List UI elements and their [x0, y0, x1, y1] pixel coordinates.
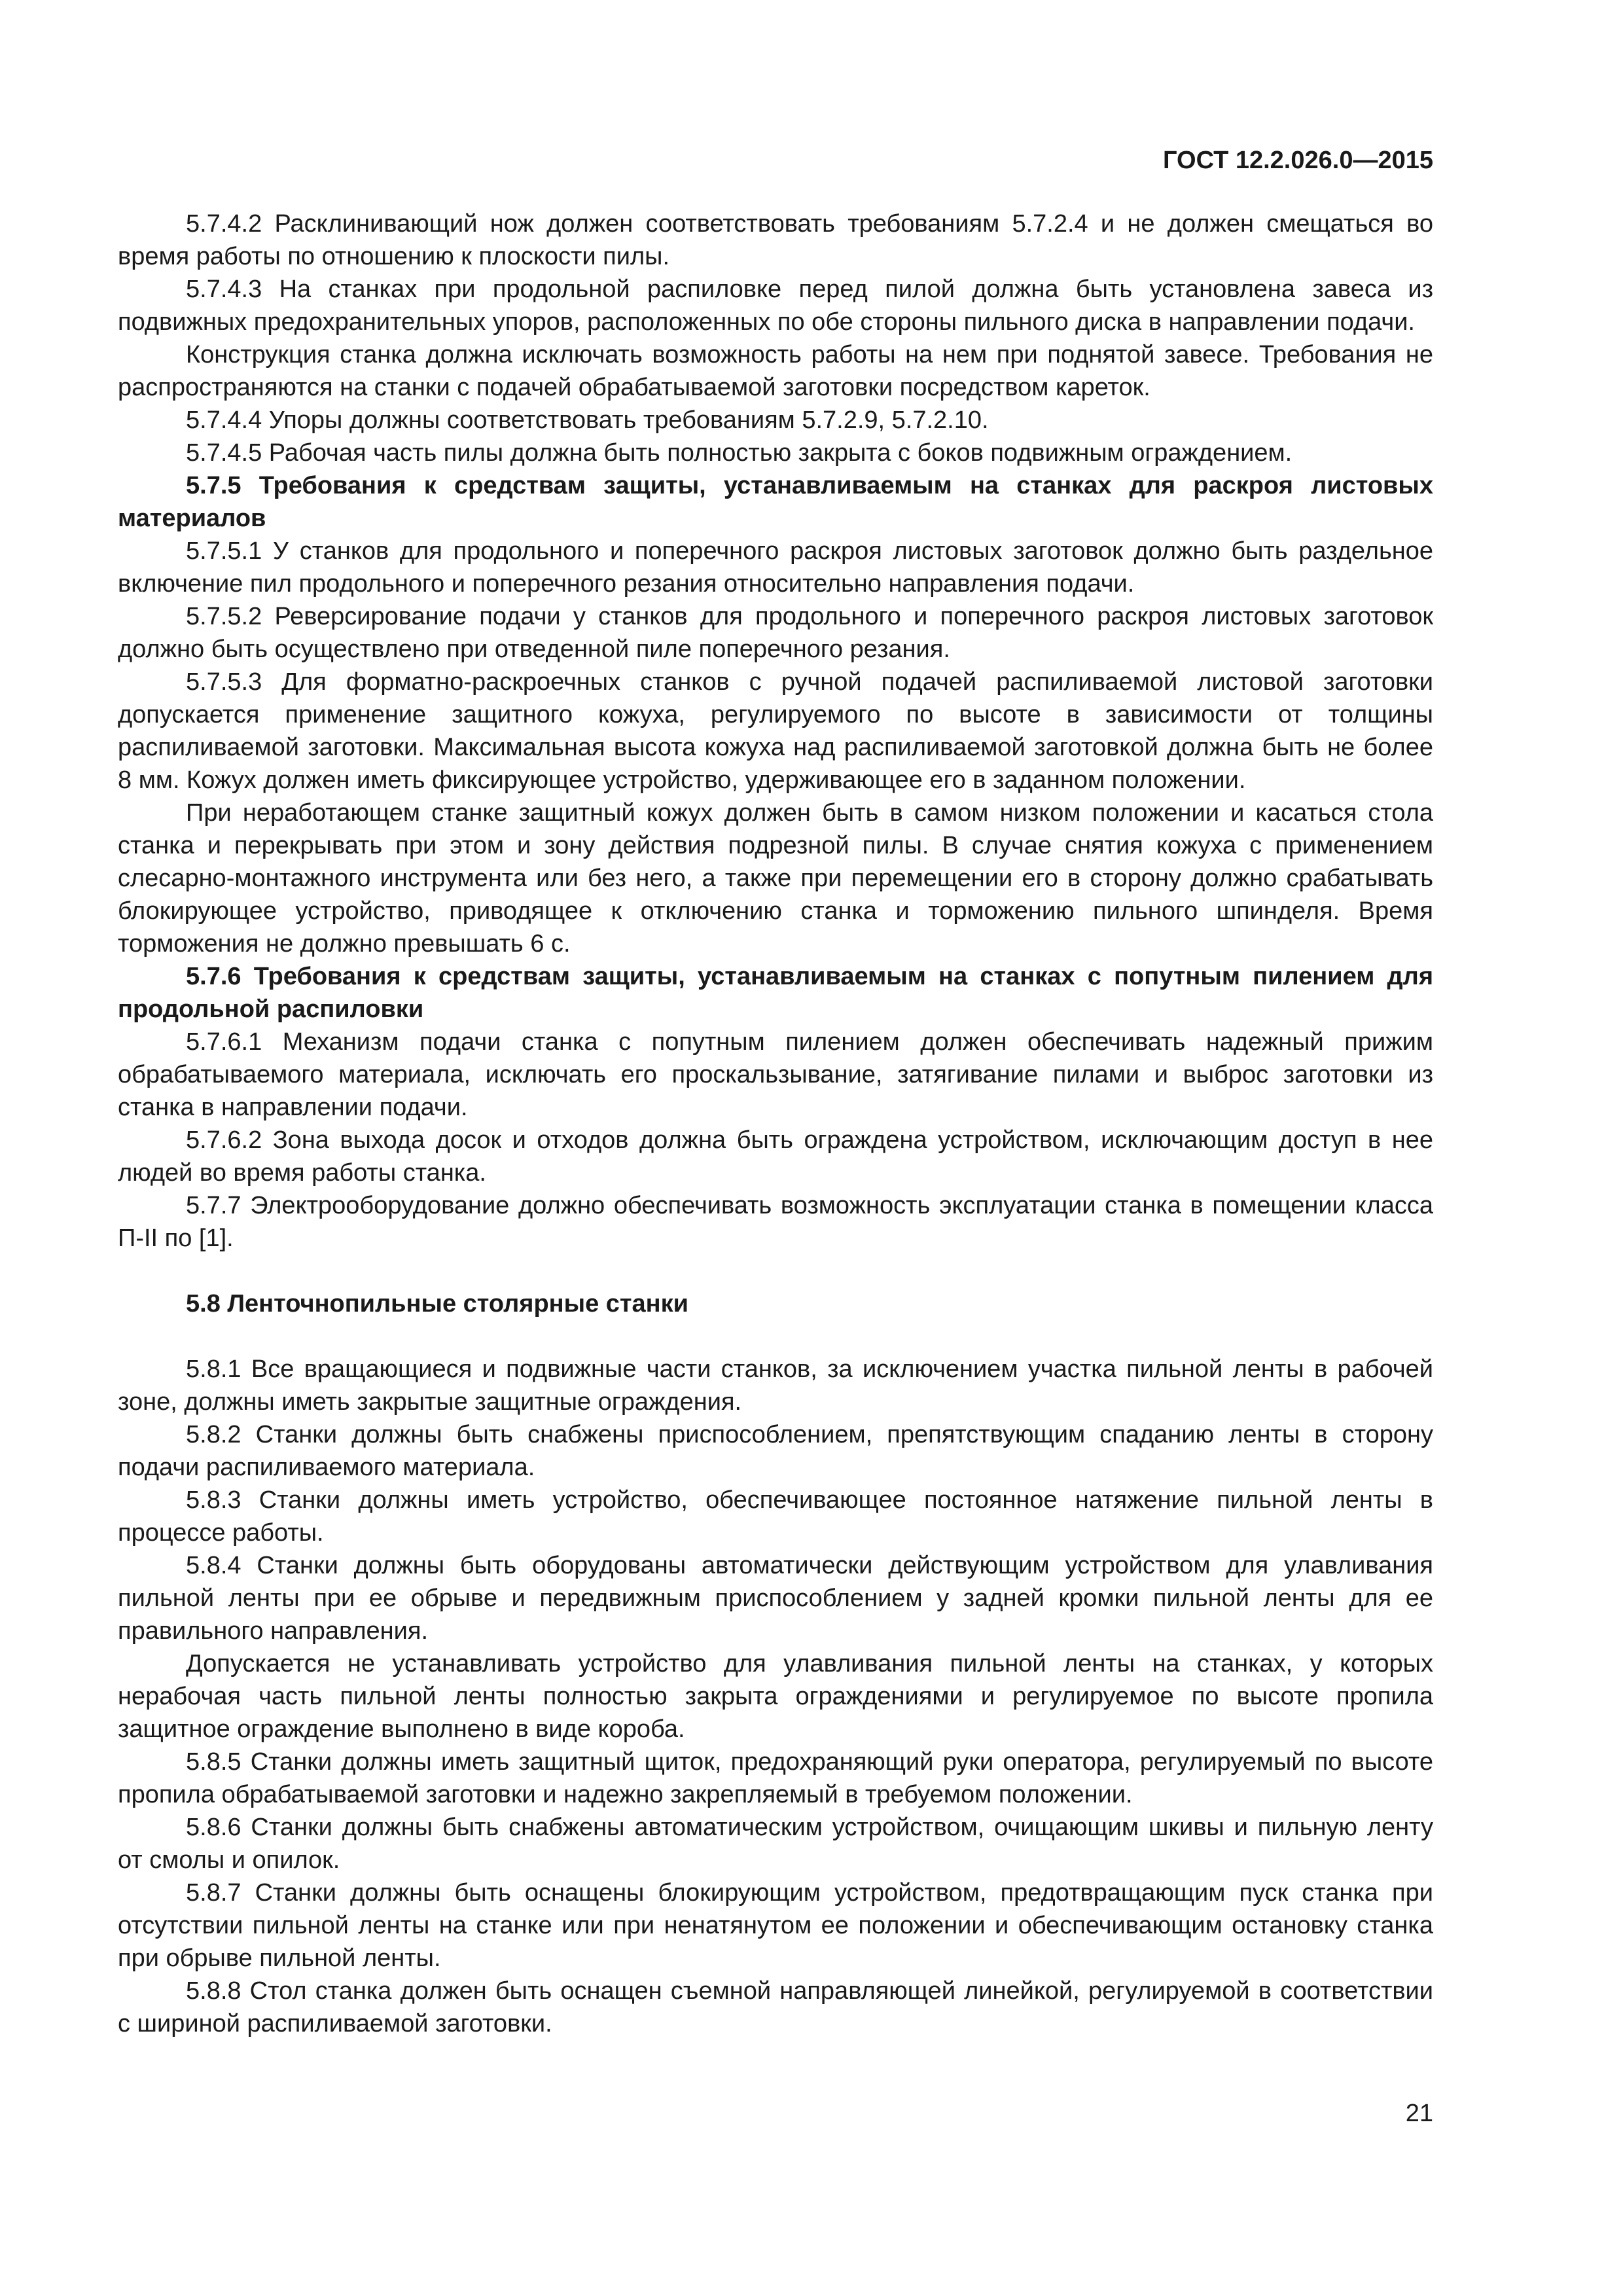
paragraph-5-7-5-2: 5.7.5.2 Реверсирование подачи у станков для продольного и поперечного раскроя листовых заготовок должно быть осуществлено при отведенной пиле поперечного резания. [118, 603, 1433, 663]
document-header: ГОСТ 12.2.026.0—2015 [1162, 147, 1433, 174]
paragraph-5-7-4-2: 5.7.4.2 Расклинивающий нож должен соответствовать требованиям 5.7.2.4 и не должен смещаться во время работы по отношению к плоскости пилы. [118, 210, 1433, 270]
heading-5-7-5: 5.7.5 Требования к средствам защиты, устанавливаемым на станках для раскроя листовых материалов [118, 472, 1433, 532]
paragraph-5-8-6: 5.8.6 Станки должны быть снабжены автоматическим устройством, очищающим шкивы и пильную ленту от смолы и опилок. [118, 1814, 1433, 1874]
paragraph-5-7-5-3: 5.7.5.3 Для форматно-раскроечных станков с ручной подачей распиливаемой листовой заготовки допускается применение защитного кожуха, регулируемого по высоте в зависимости от толщины распиливаемой заготовки. Максимальная высота кожуха над распиливаемой заготовкой должна быть не более 8 мм. Кожух должен иметь фиксирующее устройство, удерживающее его в заданном положении. [118, 668, 1433, 794]
paragraph-5-8-7: 5.8.7 Станки должны быть оснащены блокирующим устройством, предотвращающим пуск станка при отсутствии пильной ленты на станке или при ненатянутом ее положении и обеспечивающим остановку станка при обрыве пильной ленты. [118, 1879, 1433, 1972]
paragraph-5-8-2: 5.8.2 Станки должны быть снабжены приспособлением, препятствующим спаданию ленты в сторону подачи распиливаемого материала. [118, 1421, 1433, 1481]
paragraph-5-7-4-3: 5.7.4.3 На станках при продольной распиловке перед пилой должна быть установлена завеса из подвижных предохранительных упоров, расположенных по обе стороны пильного диска в направлении подачи. [118, 276, 1433, 336]
paragraph-5-8-3: 5.8.3 Станки должны иметь устройство, обеспечивающее постоянное натяжение пильной ленты в процессе работы. [118, 1486, 1433, 1547]
paragraph-5-8-4-note: Допускается не устанавливать устройство для улавливания пильной ленты на станках, у которых нерабочая часть пильной ленты полностью закрыта ограждениями и регулируемое по высоте пропила защитное ограждение выполнено в виде короба. [118, 1650, 1433, 1743]
paragraph-5-8-5: 5.8.5 Станки должны иметь защитный щиток, предохраняющий руки оператора, регулируемый по высоте пропила обрабатываемой заготовки и надежно закрепляемый в требуемом положении. [118, 1748, 1433, 1808]
paragraph-5-8-8: 5.8.8 Стол станка должен быть оснащен съемной направляющей линейкой, регулируемой в соответствии с шириной распиливаемой заготовки. [118, 1977, 1433, 2037]
document-page [118, 144, 1433, 2173]
paragraph-5-7-4-3-note: Конструкция станка должна исключать возможность работы на нем при поднятой завесе. Требования не распространяются на станки с подачей обрабатываемой заготовки посредством кареток. [118, 341, 1433, 401]
page-number: 21 [1405, 2100, 1433, 2127]
paragraph-5-7-5-1: 5.7.5.1 У станков для продольного и поперечного раскроя листовых заготовок должно быть раздельное включение пил продольного и поперечного резания относительно направления подачи. [118, 537, 1433, 598]
paragraph-5-8-1: 5.8.1 Все вращающиеся и подвижные части станков, за исключением участка пильной ленты в рабочей зоне, должны иметь закрытые защитные ограждения. [118, 1355, 1433, 1416]
section-title-5-8: 5.8 Ленточнопильные столярные станки [186, 1290, 688, 1318]
paragraph-5-7-6-1: 5.7.6.1 Механизм подачи станка с попутным пилением должен обеспечивать надежный прижим обрабатываемого материала, исключать его проскальзывание, затягивание пилами и выброс заготовки из станка в направлении подачи. [118, 1028, 1433, 1121]
heading-5-7-6: 5.7.6 Требования к средствам защиты, устанавливаемым на станках с попутным пилением для продольной распиловки [118, 963, 1433, 1023]
paragraph-5-7-7: 5.7.7 Электрооборудование должно обеспечивать возможность эксплуатации станка в помещении класса П-II по [1]. [118, 1192, 1433, 1252]
paragraph-5-7-4-5: 5.7.4.5 Рабочая часть пилы должна быть полностью закрыта с боков подвижным ограждением. [186, 439, 1293, 467]
paragraph-5-7-4-4: 5.7.4.4 Упоры должны соответствовать требованиям 5.7.2.9, 5.7.2.10. [186, 406, 989, 434]
paragraph-5-7-6-2: 5.7.6.2 Зона выхода досок и отходов должна быть ограждена устройством, исключающим доступ в нее людей во время работы станка. [118, 1126, 1433, 1187]
paragraph-5-7-5-3-note: При неработающем станке защитный кожух должен быть в самом низком положении и касаться стола станка и перекрывать при этом и зону действия подрезной пилы. В случае снятия кожуха с применением слесарно-монтажного инструмента или без него, а также при перемещении его в сторону должно срабатывать блокирующее устройство, приводящее к отключению станка и торможению пильного шпинделя. Время торможения не должно превышать 6 с. [118, 799, 1433, 958]
paragraph-5-8-4: 5.8.4 Станки должны быть оборудованы автоматически действующим устройством для улавливания пильной ленты при ее обрыве и передвижным приспособлением у задней кромки пильной ленты для ее правильного направления. [118, 1552, 1433, 1645]
